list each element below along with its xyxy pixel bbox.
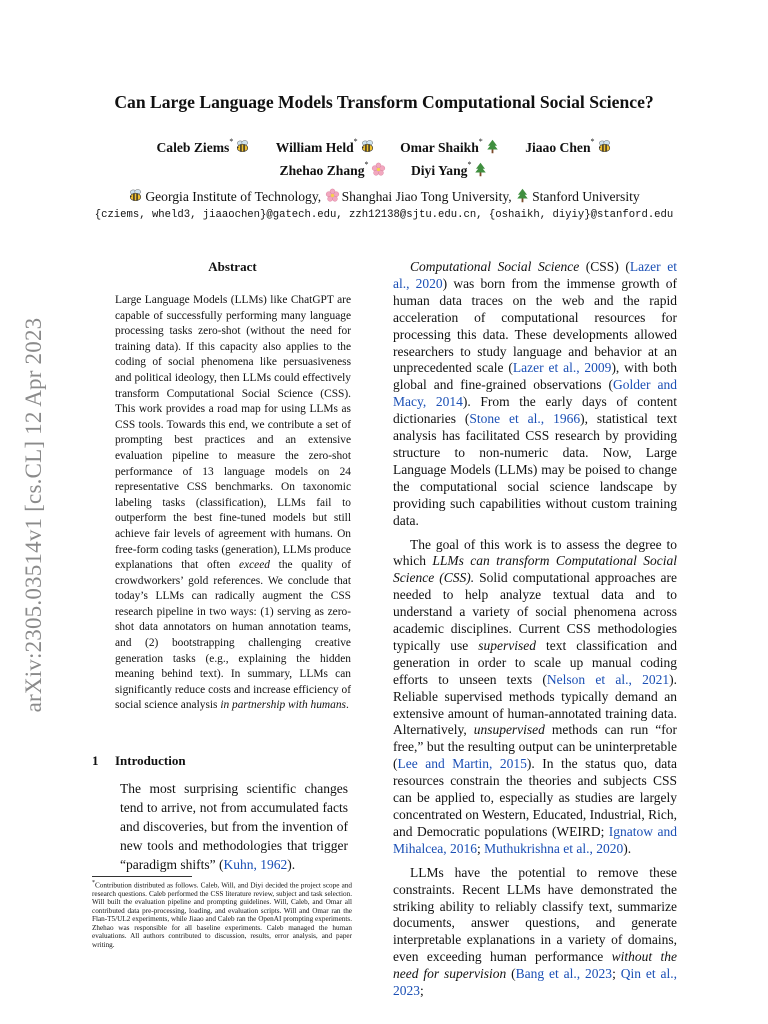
citation-link[interactable]: Nelson et al., 2021 — [546, 671, 670, 687]
text-run: Solid computational approaches are needed to help analyze textual data and to understand a variety of social phenomena across academic disciplines. Current CSS methodologies typically use — [393, 570, 678, 653]
arxiv-identifier-stamp: arXiv:2305.03514v1 [cs.CL] 12 Apr 2023 — [21, 317, 46, 713]
author-name: Omar Shaikh — [400, 140, 479, 155]
text-run: ). In the status quo, data resources constrain the theories and subjects CSS can be applied to, especially as studies are largely concentrated on Western, Educated, Industrial, Rich, and Democratic populations (WEIRD; — [393, 756, 677, 839]
text-run: The goal of this work is to assess the degree to which — [393, 536, 677, 569]
citation-link[interactable]: Ignatow and Mihalcea, 2016 — [393, 823, 677, 856]
text-run: ; — [612, 966, 621, 982]
equal-contribution-mark: * — [353, 137, 358, 146]
text-run: ), statistical text analysis has facilitated CSS research by providing structure to non-numeric data. Now, Large Language Models (LLMs) may be poised to change the computational social science landscape by providing such capabilities without custom training data. — [393, 411, 677, 528]
citation-link[interactable]: Golder and Macy, 2014 — [393, 377, 677, 410]
text-run: text classification and generation in order to scale up manual coding efforts to unseen texts ( — [393, 637, 678, 687]
affiliation — [515, 189, 640, 204]
paper-title: Can Large Language Models Transform Computational Social Science? — [114, 92, 654, 112]
affiliations — [60, 188, 708, 205]
author-list-row-1 — [60, 139, 708, 156]
paragraph — [393, 259, 677, 530]
affiliation-name: Georgia Institute of Technology, — [145, 189, 322, 204]
citation-link[interactable]: Qin et al., 2023 — [393, 966, 677, 999]
contribution-footnote — [92, 879, 352, 949]
equal-contribution-mark: * — [467, 160, 472, 169]
abstract-heading: Abstract — [208, 259, 257, 274]
author-name: Diyi Yang — [410, 163, 468, 178]
emphasized-text: unsupervised — [473, 722, 545, 738]
affiliation — [325, 189, 512, 204]
bee-icon — [235, 139, 250, 154]
bee-icon — [597, 139, 612, 154]
text-run: (CSS) ( — [579, 259, 630, 274]
citation-link[interactable]: Lazer et al., 2009 — [512, 360, 612, 376]
tree-icon — [473, 162, 488, 177]
author — [525, 139, 611, 156]
emphasized-text: supervised — [478, 637, 537, 653]
citation-link[interactable]: Muthukrishna et al., 2020 — [484, 840, 624, 856]
author — [400, 139, 500, 156]
equal-contribution-mark: * — [229, 137, 234, 146]
paragraph — [393, 537, 677, 858]
bee-icon — [360, 139, 375, 154]
footnote-mark: * — [92, 880, 95, 886]
section-number: 1 — [92, 753, 99, 768]
author — [276, 139, 375, 156]
text-run: ). From the early days of content dictionaries ( — [393, 394, 677, 427]
author-name: William Held — [275, 140, 354, 155]
tree-icon — [515, 188, 530, 203]
section-title: Introduction — [115, 753, 186, 768]
citation-link[interactable]: Lazer et al., 2020 — [393, 259, 677, 291]
bee-icon — [128, 188, 143, 203]
equal-contribution-mark: * — [478, 137, 483, 146]
citation-link[interactable]: Lee and Martin, 2015 — [397, 756, 527, 772]
author-name: Zhehao Zhang — [279, 163, 365, 178]
text-run: ). — [287, 857, 296, 872]
flower-icon — [371, 162, 386, 177]
flower-icon — [325, 188, 340, 203]
text-run: ; — [420, 983, 424, 999]
text-run: ). — [623, 840, 632, 856]
author-name: Jiaao Chen — [525, 140, 591, 155]
text-run: The most surprising scientific changes tend to arrive, not from accumulated facts and discoveries, but from the invention of new tools and methodologies that trigger “paradigm shifts” ( — [120, 781, 348, 872]
epigraph-quote — [120, 779, 348, 874]
author-emails: {cziems, wheld3, jiaaochen}@gatech.edu, zzh12138@sjtu.edu.cn, {oshaikh, diyiy}@stanford.edu — [94, 209, 674, 221]
emphasized-text: without the need for supervision — [393, 949, 678, 982]
text-run: ) was born from the immense growth of human data traces on the web and the rapid acceleration of computational resources for processing this data. These developments allowed researchers to study language and behavior at an unprecedented scale ( — [393, 275, 677, 376]
citation-link[interactable]: Bang et al., 2023 — [515, 966, 613, 982]
emphasized-text: LLMs can transform Computational Social Science (CSS). — [393, 553, 677, 586]
text-run: ), with both global and fine-grained observations ( — [393, 360, 678, 393]
text-run: LLMs have the potential to remove these constraints. Recent LLMs have demonstrated the striking ability to reliably classify text, summarize documents, answer questions, and generate interpretable explanations in a variety of domains, even exceeding human performance — [393, 864, 677, 965]
affiliation-name: Stanford University — [532, 189, 640, 204]
section-heading-introduction — [92, 753, 352, 769]
emphasized-text: in partnership with humans — [220, 699, 346, 712]
text-run: ; — [476, 840, 485, 856]
equal-contribution-mark: * — [590, 137, 595, 146]
text-run: methods can run “for free,” but the resulting output can be uninterpretable ( — [393, 722, 677, 772]
text-run: . — [345, 699, 349, 712]
affiliation — [128, 189, 321, 204]
author-name: Caleb Ziems — [156, 140, 230, 155]
equal-contribution-mark: * — [364, 160, 369, 169]
author — [411, 162, 489, 179]
text-run: Large Language Models (LLMs) like ChatGPT are capable of successfully performing many language processing tasks zero-shot (without the need for training data). If this capacity also applies to the coding of social phenomena like persuasiveness and political ideology, then LLMs could effectively transform Computational Social Science (CSS). This work provides a road map for using LLMs as CSS tools. Towards this end, we contribute a set of prompting best practices and an extensive evaluation pipeline to measure the zero-shot performance of 13 language models on 24 representative CSS benchmarks. On taxonomic labeling tasks (classification), LLMs fail to outperform the best fine-tuned models but still achieve fair levels of agreement with humans. On free-form coding tasks (generation), LLMs produce explanations that often — [115, 294, 351, 572]
author-list-row-2 — [60, 162, 708, 179]
citation-link[interactable]: Kuhn, 1962 — [223, 857, 288, 872]
right-column-body — [393, 259, 677, 1007]
text-run: ). Reliable supervised methods typically demand an extensive amount of human-annotated training data. Alternatively, — [393, 671, 677, 738]
text-run: ( — [506, 966, 516, 982]
tree-icon — [485, 139, 500, 154]
footnote-text: Contribution distributed as follows. Caleb, Will, and Diyi decided the project scope and research questions. Caleb performed the CSS literature review, subject and task selection. Will built the evaluation pipeline and prompting guidelines. Will, Caleb, and Omar all contributed data pre-processing, loading, and evaluation scripts. Will and Omar ran the Flan-T5/UL2 experiments, while Jiaao and Caleb ran the OpenAI prompting experiments. Zhehao was responsible for all baseline experiments. Caleb managed the human evaluations. All authors contributed to discussion, results, error analysis, and paper writing. — [92, 881, 352, 949]
author — [280, 162, 386, 179]
author — [156, 139, 250, 156]
affiliation-name: Shanghai Jiao Tong University, — [341, 189, 512, 204]
citation-link[interactable]: Stone et al., 1966 — [469, 411, 581, 427]
emphasized-text: exceed — [239, 559, 270, 572]
text-run: the quality of crowdworkers’ gold references. We conclude that today’s LLMs can radically augment the CSS research pipeline in two ways: (1) serving as zero-shot data annotators on human annotation teams, and (2) bootstrapping challenging creative generation tasks (e.g., explaining the hidden meaning behind text). In summary, LLMs can significantly reduce costs and increase efficiency of social science analysis — [115, 559, 351, 712]
paragraph — [393, 865, 677, 1000]
abstract-body — [115, 293, 351, 714]
footnote-divider — [92, 876, 192, 877]
emphasized-text: Computational Social Science — [410, 259, 580, 274]
